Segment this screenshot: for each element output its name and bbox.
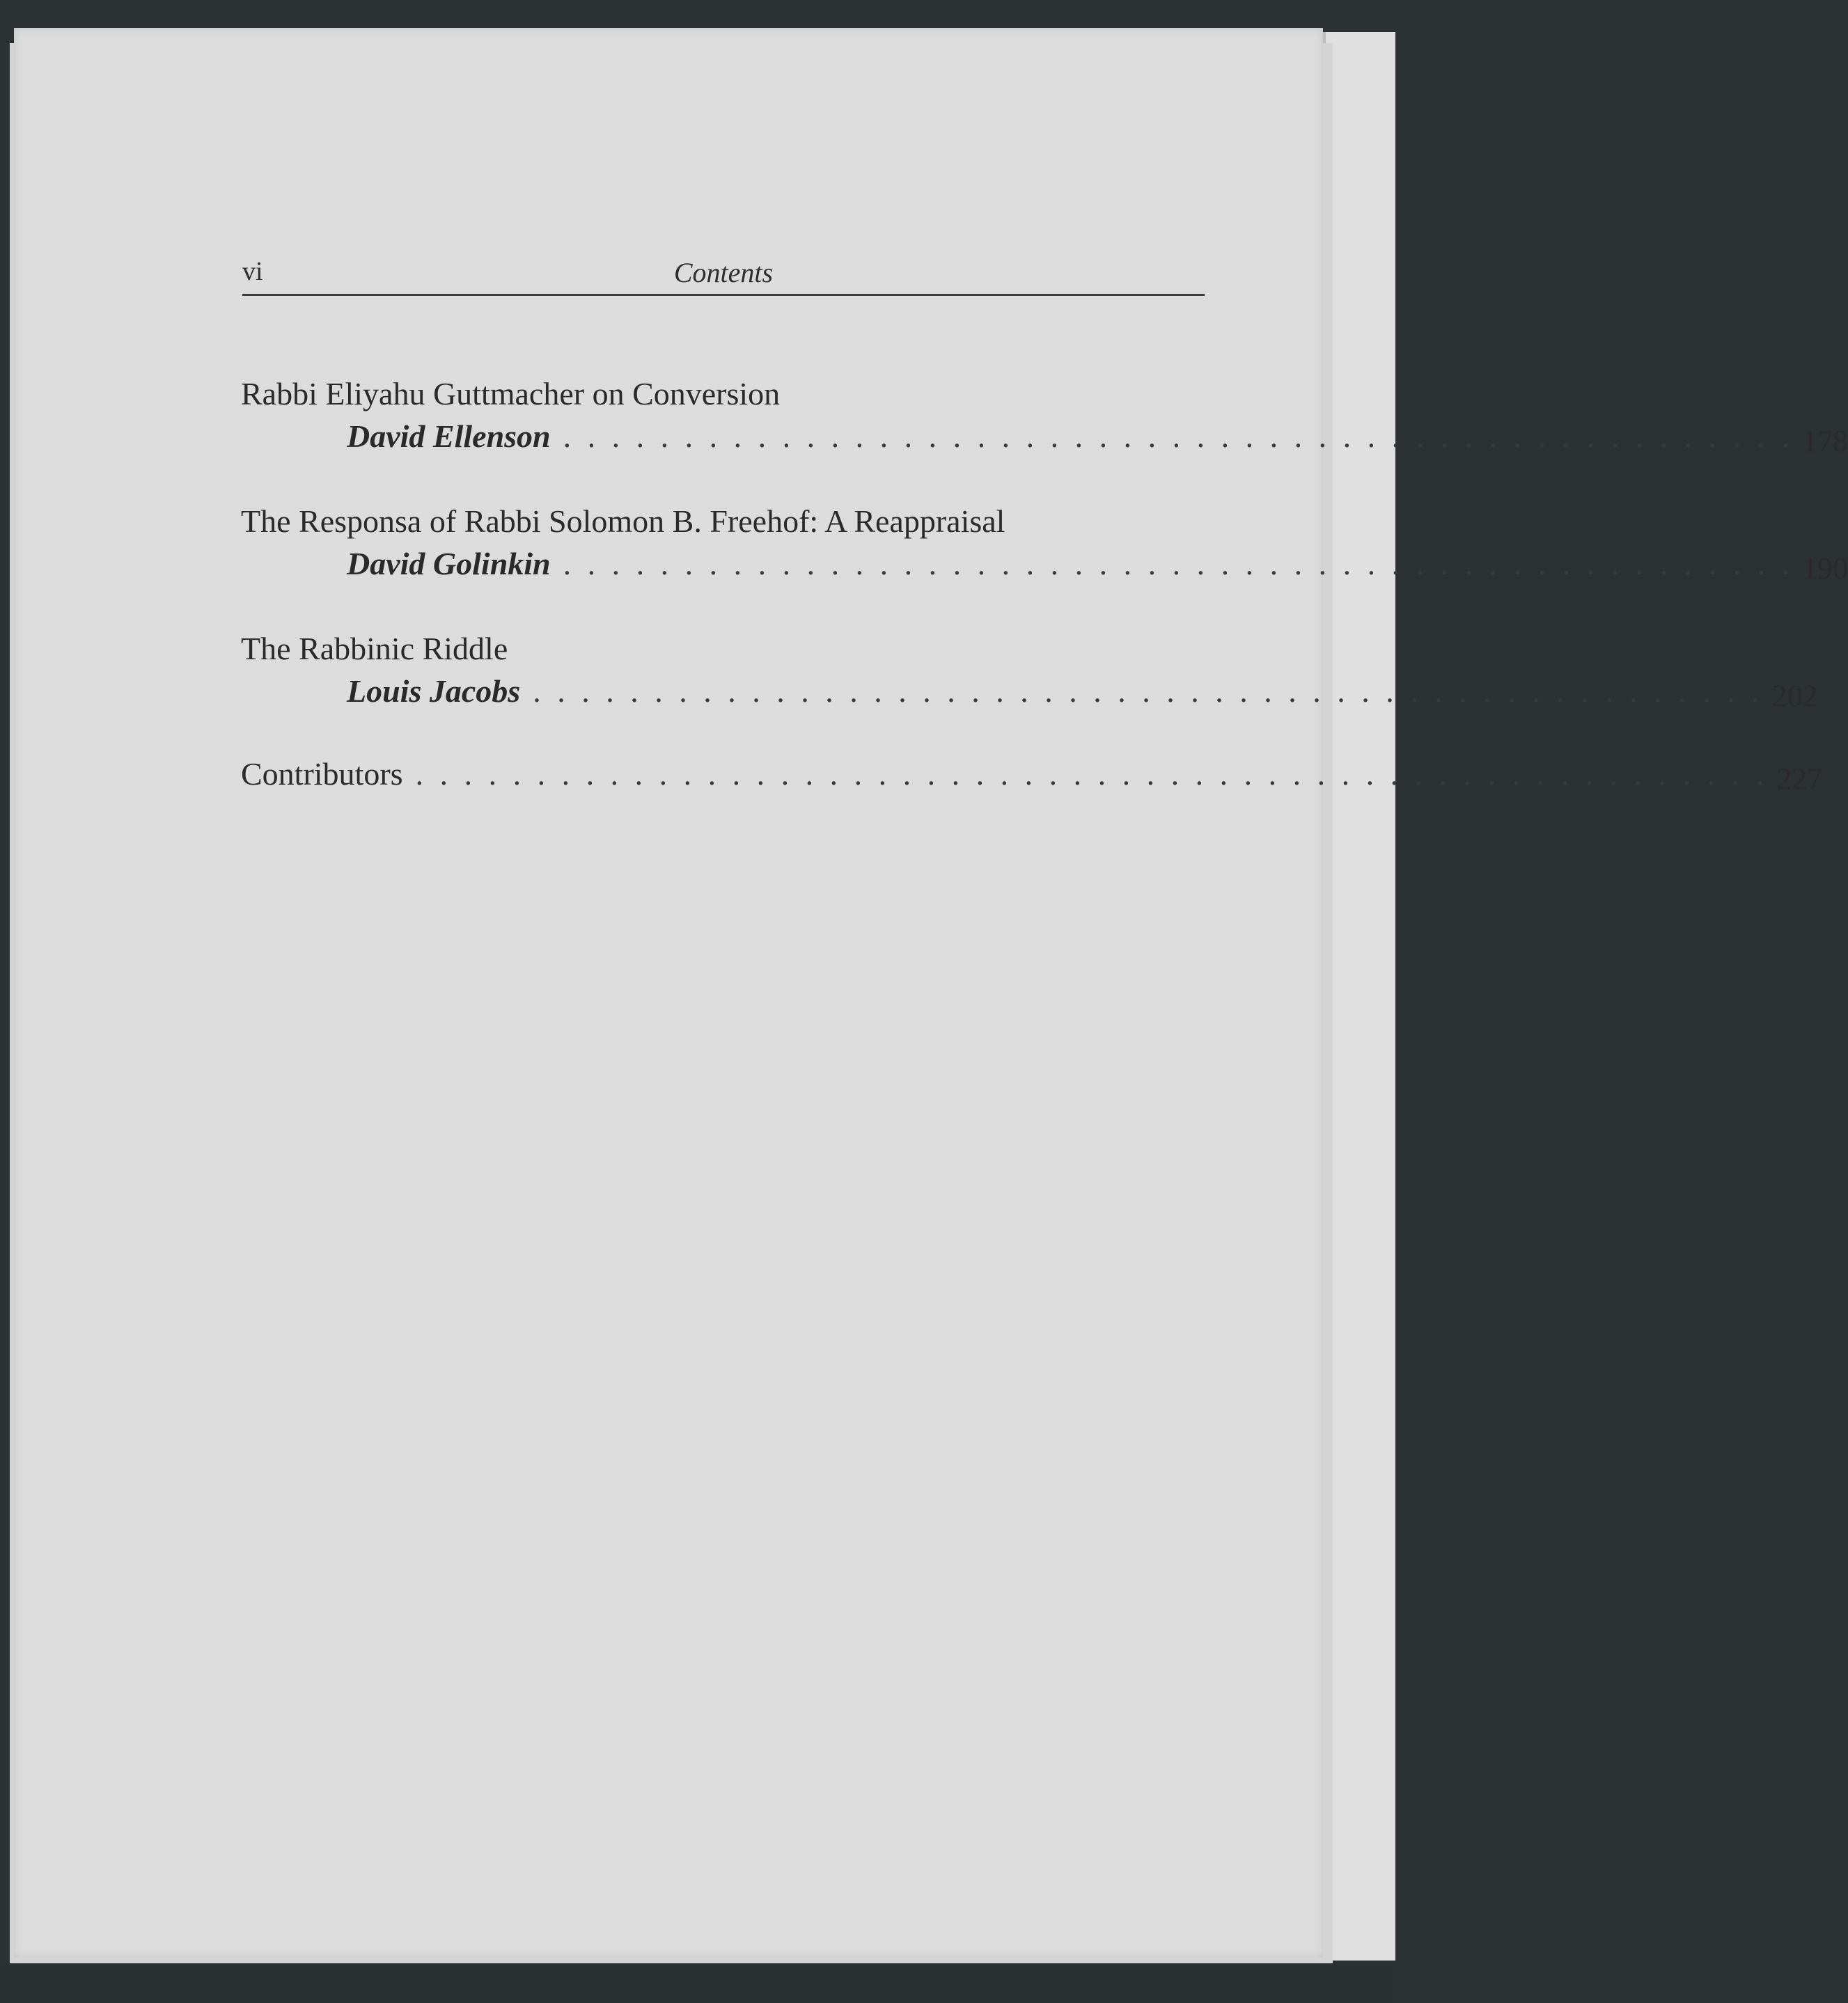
toc-entry-title: The Rabbinic Riddle <box>241 631 508 666</box>
toc-entry <box>241 499 1848 586</box>
toc-contributors-line <box>241 754 1823 796</box>
toc-entry-page: 202 <box>1771 679 1818 713</box>
toc-entry-author: Louis Jacobs <box>347 673 521 709</box>
toc-entry-title: Rabbi Eliyahu Guttmacher on Conversion <box>241 376 781 411</box>
facing-page-edge <box>1323 32 1395 1961</box>
toc-entry-author: David Ellenson <box>347 418 551 454</box>
toc-entry-page: 190 <box>1802 551 1848 586</box>
table-of-contents <box>241 372 1848 837</box>
toc-entry-author-line <box>241 671 1818 713</box>
toc-entry <box>241 627 1818 713</box>
scan-background <box>0 1961 1393 2003</box>
dot-leader: . . . . . . . . . . . . . . . . . . . . . . . . . . . . . . . . . . . . . . . . . . . . . . . . . . . <box>563 418 1794 454</box>
running-head-title: Contents <box>673 257 774 288</box>
toc-entry <box>241 372 1848 458</box>
page-folio: vi <box>242 257 263 286</box>
dot-leader: . . . . . . . . . . . . . . . . . . . . . . . . . . . . . . . . . . . . . . . . . . . . . . . . . . . <box>533 673 1764 709</box>
toc-entry-contributors <box>241 754 1823 796</box>
dot-leader: . . . . . . . . . . . . . . . . . . . . . . . . . . . . . . . . . . . . . . . . . . . . . . . . . . . . . . . . <box>415 756 1769 792</box>
book-page <box>14 28 1323 1958</box>
toc-contributors-page: 227 <box>1776 762 1823 796</box>
toc-entry-author-line <box>241 416 1848 458</box>
toc-entry-author: David Golinkin <box>347 546 551 581</box>
toc-entry-page: 178 <box>1802 424 1848 458</box>
toc-entry-author-line <box>241 544 1848 586</box>
toc-entry-title: The Responsa of Rabbi Solomon B. Freehof: A Reappraisal <box>241 503 1005 539</box>
toc-contributors-label: Contributors <box>241 756 403 792</box>
dot-leader: . . . . . . . . . . . . . . . . . . . . . . . . . . . . . . . . . . . . . . . . . . . . . . . . . . . <box>563 546 1794 581</box>
running-head <box>242 251 1205 296</box>
